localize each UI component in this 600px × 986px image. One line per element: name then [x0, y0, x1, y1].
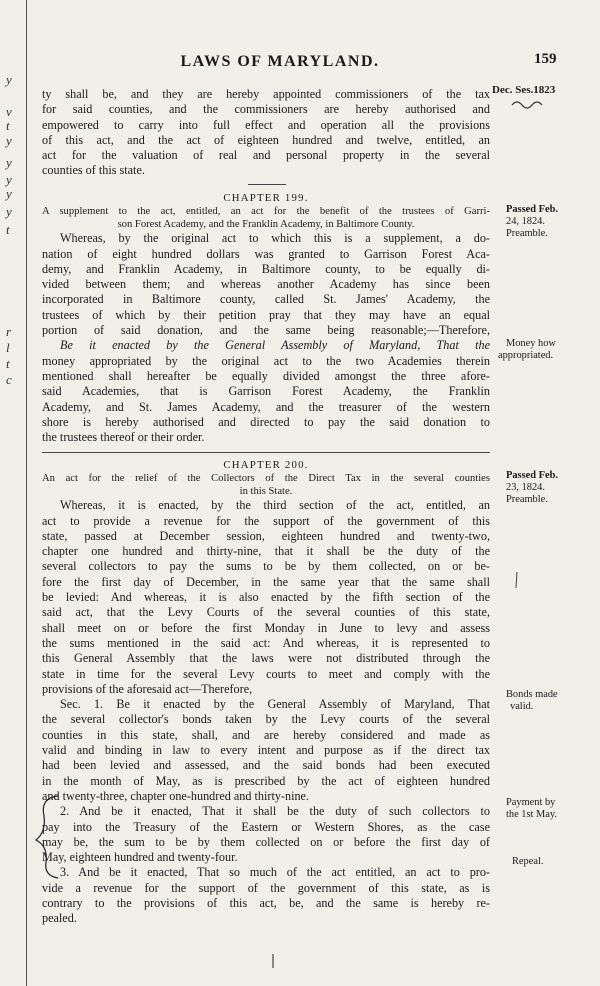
- pen-tick: [268, 952, 278, 972]
- section-line: pealed.: [42, 911, 77, 926]
- section-line: valid and binding in law to every intent and purpose as if the direct tax: [42, 743, 490, 758]
- chapter-200: [42, 458, 490, 927]
- preamble-line: portion of said donation, and the same being reasonable;—Therefore,: [42, 323, 490, 338]
- section-line: the several collector's bonds taken by the Levy courts of the several: [42, 712, 490, 727]
- section-line: pay into the Treasury of the Eastern or Western Shores, as the case: [42, 819, 490, 834]
- section-line: May, eighteen hundred and twenty-four.: [42, 850, 238, 865]
- gutter-mark: r: [6, 324, 12, 339]
- pen-scribble: [510, 98, 550, 112]
- chapter-title-line: A supplement to the act, entitled, an act for the benefit of the trustees of Garri-: [42, 206, 490, 218]
- preamble-line: nation of eight hundred dollars was granted to Garrison Forest Aca-: [42, 246, 490, 261]
- preamble-line: trustees of which by their petition pray that they may have an equal: [42, 307, 490, 322]
- gutter-mark: c: [6, 372, 12, 387]
- preamble-line: Whereas, by the original act to which this is a supplement, a do-: [60, 231, 490, 246]
- gutter-mark: t: [6, 356, 10, 371]
- enact-line: Academy, and St. James Academy, and the treasurer of the western: [42, 399, 490, 414]
- preamble-line: this General Assembly that the laws were not distributed through the: [42, 651, 490, 666]
- binding-gutter: [0, 0, 27, 986]
- gutter-mark: t: [6, 222, 10, 237]
- chapter-199: [42, 191, 490, 445]
- gutter-mark: y: [6, 186, 12, 201]
- gutter-mark: l: [6, 340, 10, 355]
- page-number: 159: [534, 51, 557, 67]
- preamble-line: act to provide a revenue for the support of the government of this: [42, 513, 490, 528]
- repeal-note: Repeal.: [512, 856, 544, 867]
- preamble-line: Whereas, it is enacted, by the third section of the act, entitled, an: [60, 498, 490, 513]
- preamble-line: the sums mentioned in the said act: And whereas, it is represented to: [42, 635, 490, 650]
- preamble-line: chapter one hundred and thirty-nine, that it shall be the duty of the: [42, 544, 490, 559]
- chapter-heading: CHAPTER 200.: [223, 459, 309, 471]
- section-line: may be, the sum to be by them collected on or before the first day of: [42, 834, 490, 849]
- preamble-line: provisions of the aforesaid act—Therefore,: [42, 681, 253, 696]
- money-appropriated-note: Money how appropriated.: [498, 338, 556, 362]
- section-line: contrary to the provisions of this act, be, and the same is hereby re-: [42, 896, 490, 911]
- running-title: LAWS OF MARYLAND.: [180, 53, 380, 70]
- enact-line: said Academies, that is Garrison Forest Academy, the Franklin: [42, 384, 490, 399]
- preamble-line: incorporated in Baltimore county, called St. James' Academy, the: [42, 292, 490, 307]
- passed-note-200: Passed Feb. 23, 1824. Preamble.: [506, 470, 558, 506]
- section-line: 2. And be it enacted, That it shall be the duty of such collectors to: [60, 804, 490, 819]
- section-line: counties in this state, shall, and are hereby considered and made as: [42, 727, 490, 742]
- text-line: ty shall be, and they are hereby appointed commissioners of the tax: [42, 87, 490, 101]
- preamble-line: be levied: And whereas, it is also enacted by the fifth section of the: [42, 590, 490, 605]
- chapter-heading: CHAPTER 199.: [223, 192, 309, 204]
- preamble-line: said act, that the Levy Courts of the several counties of this state,: [42, 605, 490, 620]
- section-line: 3. And be it enacted, That so much of the act entitled, an act to pro-: [60, 865, 490, 880]
- session-date-note: Dec. Ses.1823: [492, 84, 556, 96]
- chapter-divider: [42, 452, 490, 453]
- gutter-mark: y: [6, 133, 12, 148]
- pen-bracket: [32, 792, 62, 882]
- chapter-title-line: son Forest Academy, and the Franklin Academy, in Baltimore County.: [117, 218, 415, 230]
- pen-tick: [512, 570, 522, 590]
- preamble-line: state in time for the several Levy courts to meet and comply with the: [42, 666, 490, 681]
- enact-line: mentioned shall hereafter be equally divided amongst the three afore-: [42, 368, 490, 383]
- text-line: counties of this state.: [42, 163, 145, 178]
- preamble-line: several collectors to pay the sums to be by them collected, on or be-: [42, 559, 490, 574]
- enact-line: money appropriated by the original act to the two Academies therein: [42, 353, 490, 368]
- passed-note-199: Passed Feb. 24, 1824. Preamble.: [506, 204, 558, 240]
- chapter-title-line: An act for the relief of the Collectors of the Direct Tax in the several counties: [42, 473, 490, 485]
- payment-note: Payment by the 1st May.: [506, 797, 557, 821]
- chapter-title-line: in this State.: [239, 485, 293, 497]
- preamble-line: state, passed at December session, eighteen hundred and twenty-two,: [42, 528, 490, 543]
- preamble-line: vided between them; and whereas another Academy has since been: [42, 277, 490, 292]
- gutter-mark: y: [6, 155, 12, 170]
- preamble-line: shall meet on or before the first Monday in June to levy and assess: [42, 620, 490, 635]
- enact-line: shore is hereby authorised and directed to pay the said donation to: [42, 414, 490, 429]
- section-line: vide a revenue for the support of the government of this state, as is: [42, 880, 490, 895]
- preamble-line: demy, and Franklin Academy, in Baltimore county, to be equally di-: [42, 261, 490, 276]
- gutter-mark: y: [6, 72, 12, 87]
- preamble-line: fore the first day of December, in the same year that the same shall: [42, 574, 490, 589]
- section-line: and twenty-three, chapter one-hundred and thirty-nine.: [42, 788, 310, 803]
- enact-line: Be it enacted by the General Assembly of Maryland, That the: [60, 338, 490, 353]
- section-line: had been levied and assessed, and the said bonds had been executed: [42, 758, 490, 773]
- divider: [248, 184, 286, 185]
- text-line: act for the valuation of real and personal property in the several: [42, 148, 490, 163]
- gutter-mark: y: [6, 172, 12, 187]
- section-line: in the month of May, as is prescribed by the act of eighteen hundred: [42, 773, 490, 788]
- continuation-paragraph: [42, 87, 490, 179]
- enact-line: the trustees thereof or their order.: [42, 430, 205, 445]
- bonds-valid-note: Bonds made valid.: [506, 689, 558, 713]
- text-line: empowered to carry into full effect and operation all the provisions: [42, 117, 490, 132]
- section-line: Sec. 1. Be it enacted by the General Assembly of Maryland, That: [60, 697, 490, 712]
- gutter-mark: v: [6, 104, 12, 119]
- text-line: for said counties, and the commissioners are hereby authorised and: [42, 102, 490, 117]
- gutter-mark: t: [6, 118, 10, 133]
- gutter-mark: y: [6, 204, 12, 219]
- text-line: of this act, and the act of eighteen hundred and twelve, entitled, an: [42, 132, 490, 147]
